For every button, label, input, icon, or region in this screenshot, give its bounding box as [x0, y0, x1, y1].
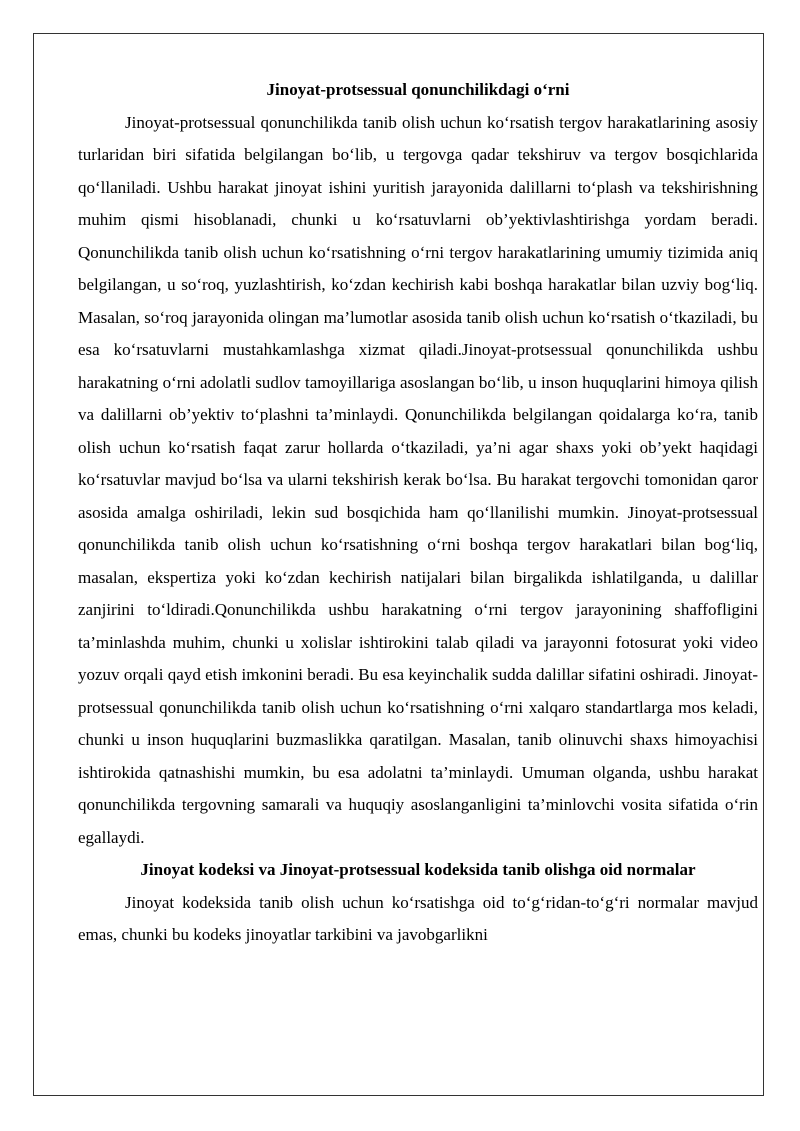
- document-body: [78, 74, 758, 952]
- document-page: [33, 33, 764, 1096]
- body-paragraph: Jinoyat kodeksida tanib olish uchun ko‘rsatishga oid to‘g‘ridan-to‘g‘ri normalar mavjud emas, chunki bu kodeks jinoyatlar tarkibini va javobgarlikni: [78, 892, 758, 944]
- section-heading: Jinoyat kodeksi va Jinoyat-protsessual kodeksida tanib olishga oid normalar: [140, 860, 696, 879]
- body-paragraph: Jinoyat-protsessual qonunchilikda tanib olish uchun ko‘rsatish tergov harakatlarining asosiy turlaridan biri sifatida belgilangan bo‘lib, u tergovga qadar tekshiruv va tergov bosqichlarida qo‘llaniladi. Ushbu harakat jinoyat ishini yuritish jarayonida dalillarni to‘plash va tekshirishning muhim qismi hisoblanadi, chunki u ko‘rsatuvlarni ob’yektivlashtirishga yordam beradi. Qonunchilikda tanib olish uchun ko‘rsatishning o‘rni tergov harakatlarining umumiy tizimida aniq belgilangan, u so‘roq, yuzlashtirish, ko‘zdan kechirish kabi boshqa harakatlar bilan uzviy bog‘liq. Masalan, so‘roq jarayonida olingan ma’lumotlar asosida tanib olish uchun ko‘rsatish o‘tkaziladi, bu esa ko‘rsatuvlarni mustahkamlashga xizmat qiladi.Jinoyat-protsessual qonunchilikda ushbu harakatning o‘rni adolatli sudlov tamoyillariga asoslangan bo‘lib, u inson huquqlarini himoya qilish va dalillarni ob’yektiv to‘plashni ta’minlaydi. Qonunchilikda belgilangan qoidalarga ko‘ra, tanib olish uchun ko‘rsatish faqat zarur hollarda o‘tkaziladi, ya’ni agar shaxs yoki ob’yekt haqidagi ko‘rsatuvlar mavjud bo‘lsa va ularni tekshirish kerak bo‘lsa. Bu harakat tergovchi tomonidan qaror asosida amalga oshiriladi, lekin sud bosqichida ham qo‘llanilishi mumkin. Jinoyat-protsessual qonunchilikda tanib olish uchun ko‘rsatishning o‘rni boshqa tergov harakatlari bilan bog‘liq, masalan, ekspertiza yoki ko‘zdan kechirish natijalari bilan birgalikda ishlatilganda, u dalillar zanjirini to‘ldiradi.Qonunchilikda ushbu harakatning o‘rni tergov jarayonining shaffofligini ta’minlashda muhim, chunki u xolislar ishtirokini talab qiladi va jarayonni fotosurat yoki video yozuv orqali qayd etish imkonini beradi. Bu esa keyinchalik sudda dalillar sifatini oshiradi. Jinoyat-protsessual qonunchilikda tanib olish uchun ko‘rsatishning o‘rni xalqaro standartlarga mos keladi, chunki u inson huquqlarini buzmaslikka qaratilgan. Masalan, tanib olinuvchi shaxs himoyachisi ishtirokida qatnashishi mumkin, bu esa adolatni ta’minlaydi. Umuman olganda, ushbu harakat qonunchilikda tergovning samarali va huquqiy asoslanganligini ta’minlovchi vosita sifatida o‘rin egallaydi.: [78, 112, 758, 847]
- section-heading: Jinoyat-protsessual qonunchilikdagi o‘rni: [266, 80, 570, 99]
